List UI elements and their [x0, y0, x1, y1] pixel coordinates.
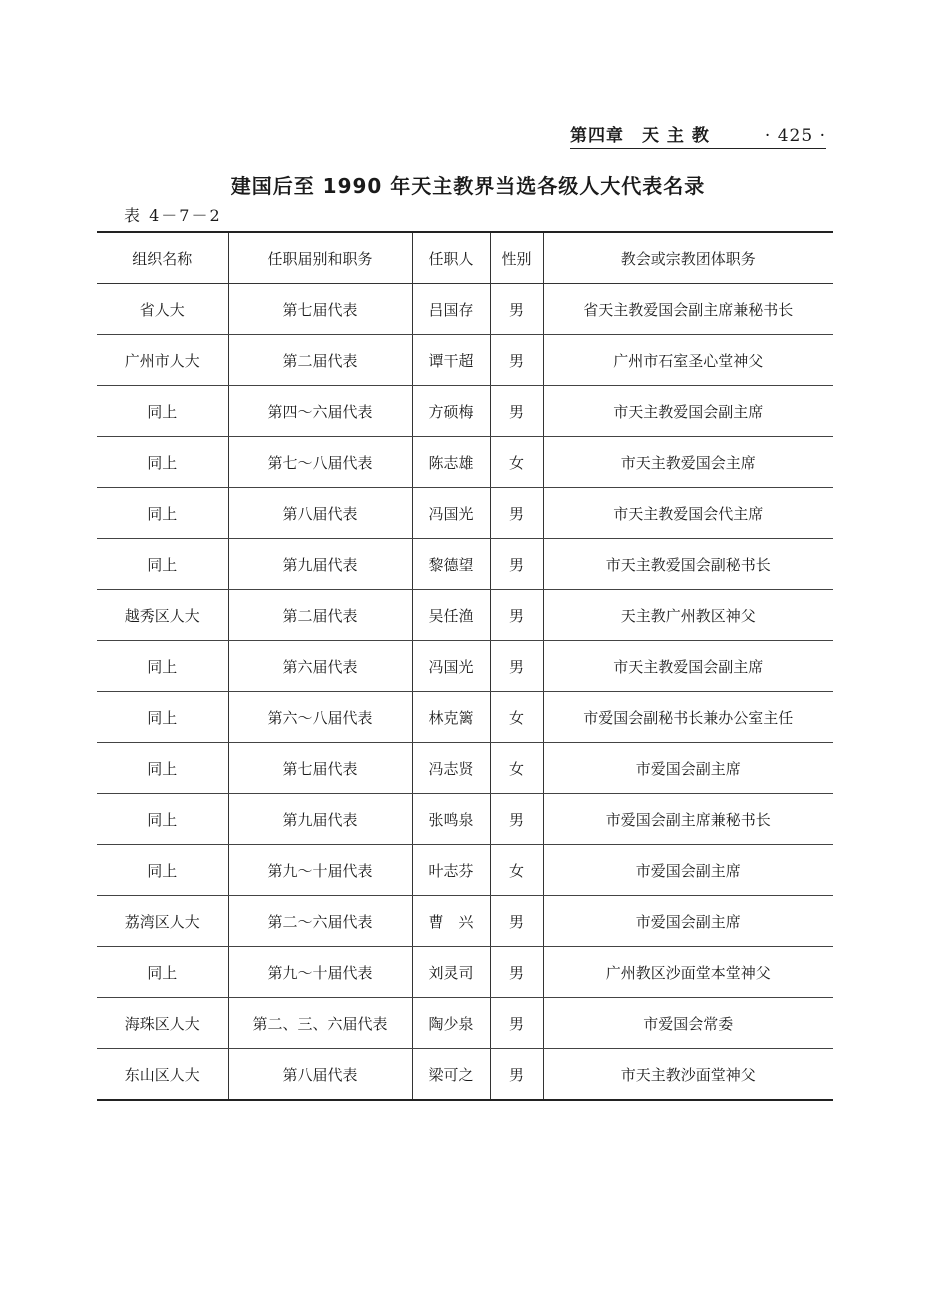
table-row: [97, 386, 833, 437]
cell-gender: 男: [490, 998, 543, 1049]
cell-person: 方硕梅: [412, 386, 490, 437]
table-row: [97, 590, 833, 641]
cell-term-position: 第六届代表: [228, 641, 412, 692]
representatives-table: [97, 231, 833, 1101]
cell-person: 陈志雄: [412, 437, 490, 488]
cell-term-position: 第九届代表: [228, 539, 412, 590]
cell-gender: 男: [490, 590, 543, 641]
table-number: 表 4－7－2: [124, 206, 222, 225]
cell-church-role: 广州教区沙面堂本堂神父: [543, 947, 833, 998]
cell-church-role: 市天主教沙面堂神父: [543, 1049, 833, 1101]
table-row: [97, 488, 833, 539]
cell-term-position: 第九～十届代表: [228, 845, 412, 896]
cell-term-position: 第九～十届代表: [228, 947, 412, 998]
cell-church-role: 市爱国会副主席: [543, 896, 833, 947]
header-organization: 组织名称: [97, 232, 228, 284]
cell-person: 张鸣泉: [412, 794, 490, 845]
cell-person: 吴任渔: [412, 590, 490, 641]
cell-organization: 同上: [97, 641, 228, 692]
cell-gender: 男: [490, 896, 543, 947]
cell-term-position: 第七～八届代表: [228, 437, 412, 488]
cell-person: 吕国存: [412, 284, 490, 335]
cell-person: 梁可之: [412, 1049, 490, 1101]
table-row: [97, 539, 833, 590]
cell-church-role: 省天主教爱国会副主席兼秘书长: [543, 284, 833, 335]
cell-church-role: 市爱国会常委: [543, 998, 833, 1049]
cell-gender: 男: [490, 641, 543, 692]
cell-church-role: 市天主教爱国会主席: [543, 437, 833, 488]
cell-term-position: 第八届代表: [228, 488, 412, 539]
table-row: [97, 437, 833, 488]
cell-church-role: 市天主教爱国会代主席: [543, 488, 833, 539]
table-row: [97, 998, 833, 1049]
cell-gender: 女: [490, 437, 543, 488]
header-person: 任职人: [412, 232, 490, 284]
cell-organization: 海珠区人大: [97, 998, 228, 1049]
table-row: [97, 947, 833, 998]
cell-organization: 同上: [97, 692, 228, 743]
cell-term-position: 第四～六届代表: [228, 386, 412, 437]
cell-gender: 男: [490, 386, 543, 437]
table-row: [97, 845, 833, 896]
header-gender: 性别: [490, 232, 543, 284]
cell-term-position: 第七届代表: [228, 743, 412, 794]
table-row: [97, 896, 833, 947]
cell-organization: 同上: [97, 947, 228, 998]
table-row: [97, 335, 833, 386]
cell-church-role: 广州市石室圣心堂神父: [543, 335, 833, 386]
cell-church-role: 天主教广州教区神父: [543, 590, 833, 641]
table-row: [97, 1049, 833, 1101]
cell-gender: 男: [490, 1049, 543, 1101]
cell-gender: 女: [490, 692, 543, 743]
cell-gender: 男: [490, 284, 543, 335]
running-head: [570, 122, 826, 149]
cell-person: 陶少泉: [412, 998, 490, 1049]
cell-church-role: 市爱国会副主席: [543, 743, 833, 794]
cell-gender: 男: [490, 947, 543, 998]
cell-organization: 越秀区人大: [97, 590, 228, 641]
cell-organization: 广州市人大: [97, 335, 228, 386]
cell-person: 谭干超: [412, 335, 490, 386]
cell-person: 曹 兴: [412, 896, 490, 947]
cell-person: 冯国光: [412, 488, 490, 539]
cell-person: 冯志贤: [412, 743, 490, 794]
cell-gender: 男: [490, 794, 543, 845]
cell-person: 叶志芬: [412, 845, 490, 896]
cell-term-position: 第二届代表: [228, 590, 412, 641]
table-row: [97, 743, 833, 794]
cell-organization: 同上: [97, 794, 228, 845]
cell-church-role: 市天主教爱国会副主席: [543, 641, 833, 692]
cell-church-role: 市天主教爱国会副主席: [543, 386, 833, 437]
cell-gender: 男: [490, 488, 543, 539]
cell-organization: 同上: [97, 845, 228, 896]
cell-term-position: 第二、三、六届代表: [228, 998, 412, 1049]
cell-church-role: 市爱国会副主席: [543, 845, 833, 896]
cell-organization: 同上: [97, 743, 228, 794]
cell-organization: 省人大: [97, 284, 228, 335]
cell-organization: 东山区人大: [97, 1049, 228, 1101]
table-row: [97, 641, 833, 692]
cell-church-role: 市爱国会副秘书长兼办公室主任: [543, 692, 833, 743]
header-church-role: 教会或宗教团体职务: [543, 232, 833, 284]
table-row: [97, 794, 833, 845]
cell-person: 冯国光: [412, 641, 490, 692]
cell-organization: 荔湾区人大: [97, 896, 228, 947]
cell-term-position: 第六～八届代表: [228, 692, 412, 743]
cell-organization: 同上: [97, 386, 228, 437]
cell-person: 刘灵司: [412, 947, 490, 998]
cell-gender: 女: [490, 743, 543, 794]
cell-person: 林克篱: [412, 692, 490, 743]
table-header-row: [97, 232, 833, 284]
chapter-title: 第四章 天 主 教: [570, 126, 710, 146]
cell-gender: 男: [490, 539, 543, 590]
cell-church-role: 市天主教爱国会副秘书长: [543, 539, 833, 590]
cell-gender: 男: [490, 335, 543, 386]
cell-organization: 同上: [97, 539, 228, 590]
cell-term-position: 第八届代表: [228, 1049, 412, 1101]
cell-term-position: 第九届代表: [228, 794, 412, 845]
table-title: 建国后至 1990 年天主教界当选各级人大代表名录: [230, 174, 706, 198]
header-term-position: 任职届别和职务: [228, 232, 412, 284]
cell-person: 黎德望: [412, 539, 490, 590]
table-row: [97, 692, 833, 743]
page-number: · 425 ·: [764, 126, 826, 146]
cell-gender: 女: [490, 845, 543, 896]
cell-term-position: 第二届代表: [228, 335, 412, 386]
table-row: [97, 284, 833, 335]
cell-organization: 同上: [97, 488, 228, 539]
cell-church-role: 市爱国会副主席兼秘书长: [543, 794, 833, 845]
cell-term-position: 第二～六届代表: [228, 896, 412, 947]
cell-organization: 同上: [97, 437, 228, 488]
cell-term-position: 第七届代表: [228, 284, 412, 335]
